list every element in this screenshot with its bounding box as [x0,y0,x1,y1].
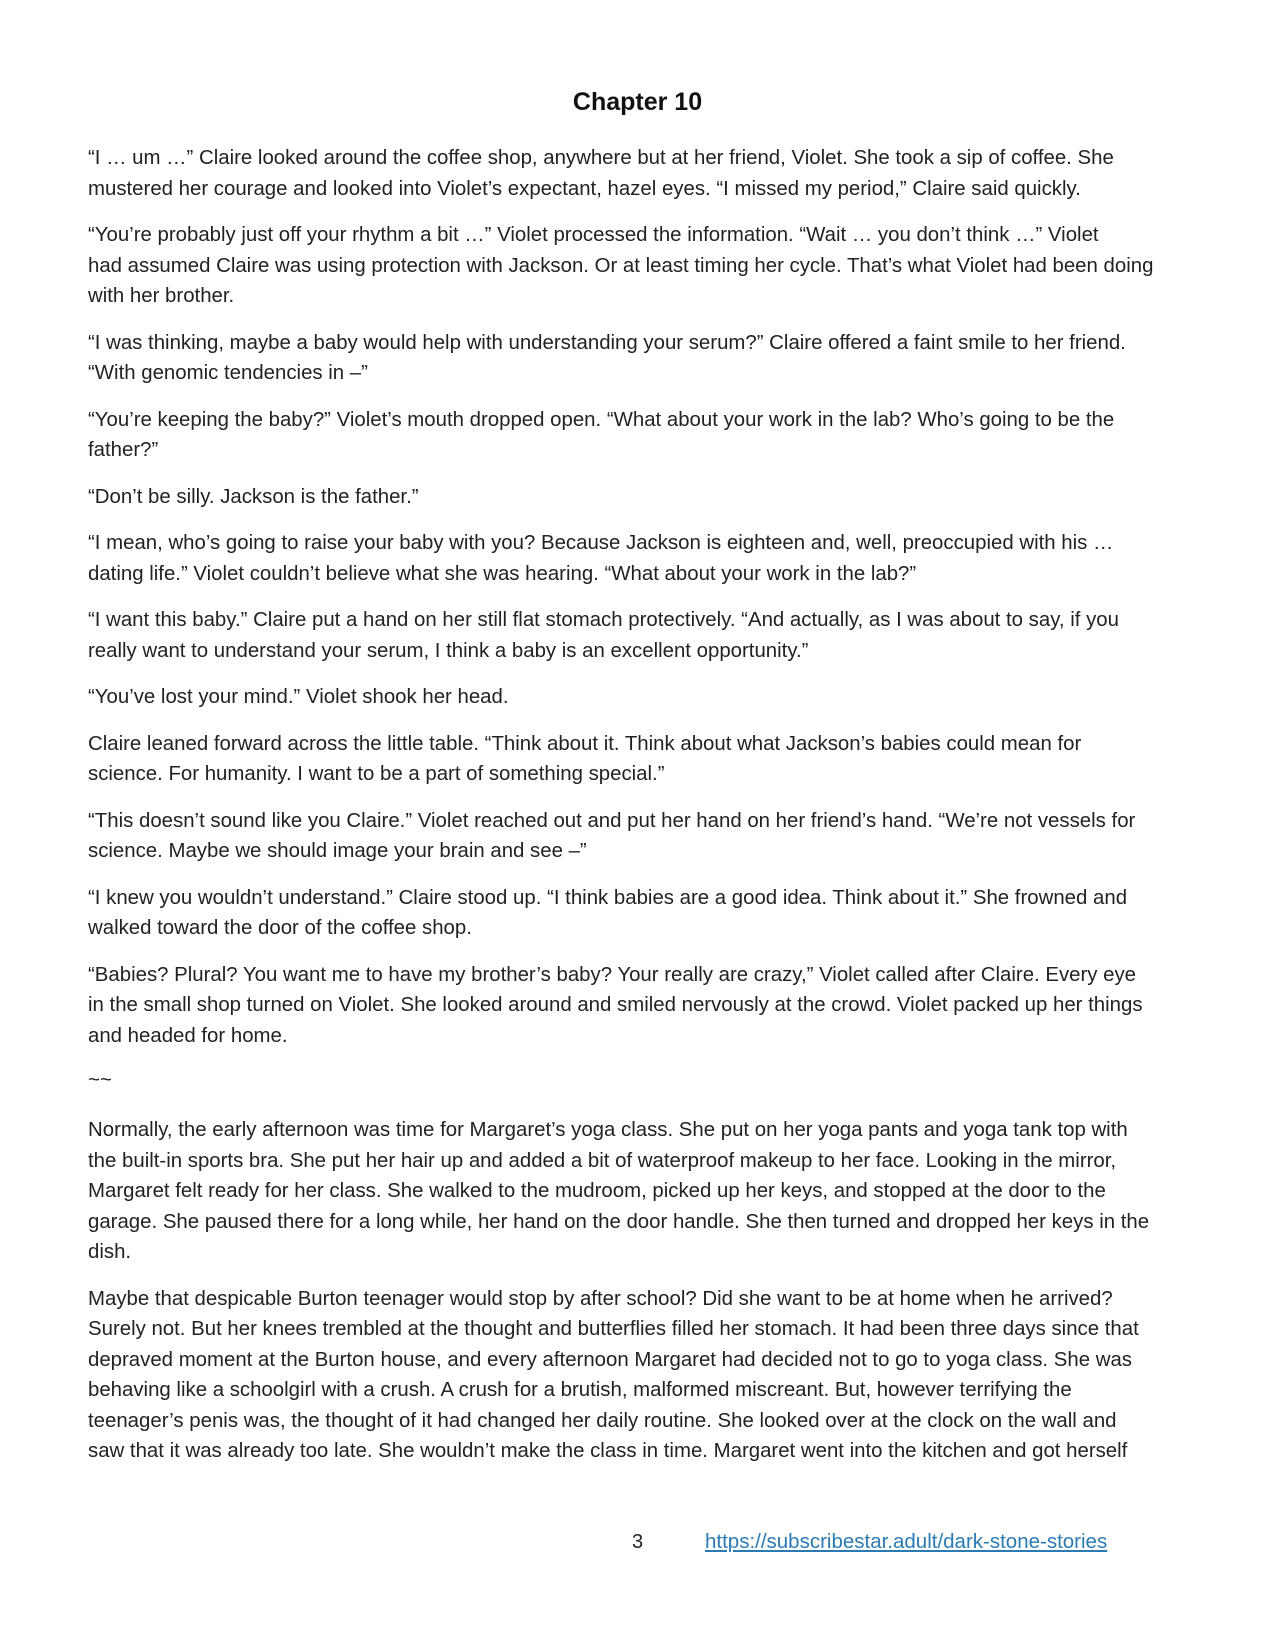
scene-separator: ~~ [88,1069,112,1091]
paragraph: “This doesn’t sound like you Claire.” Violet reached out and put her hand on her friend’s hand. “We’re not vessels for science. Maybe we should image your brain and see –” [88,809,1136,862]
paragraph: Maybe that despicable Burton teenager would stop by after school? Did she want to be at home when he arrived? Surely not. But her knees trembled at the thought and butterflies filled her stomach. It had been three days since that depraved moment at the Burton house, and every afternoon Margaret had decided not to go to yoga class. She was behaving like a schoolgirl with a crush. A crush for a brutish, malformed miscreant. But, however terrifying the teenager’s penis was, the thought of it had changed her daily routine. She looked over at the clock on the wall and saw that it was already too late. She wouldn’t make the class in time. Margaret went into the kitchen and got herself [88,1287,1139,1462]
subscribestar-link[interactable]: https://subscribestar.adult/dark-stone-stories [705,1530,1108,1553]
paragraph: “You’re keeping the baby?” Violet’s mouth dropped open. “What about your work in the lab? Who’s going to be the father?” [88,408,1115,461]
paragraph: Claire leaned forward across the little table. “Think about it. Think about what Jackson’s babies could mean for science. For humanity. I want to be a part of something special.” [88,732,1082,785]
paragraph: “Don’t be silly. Jackson is the father.” [88,485,419,508]
paragraph: “I knew you wouldn’t understand.” Claire stood up. “I think babies are a good idea. Think about it.” She frowned and walked toward the door of the coffee shop. [88,886,1128,939]
page-footer [0,1531,1275,1563]
chapter-title: Chapter 10 [572,88,703,116]
paragraph: “You’re probably just off your rhythm a bit …” Violet processed the information. “Wait … you don’t think …” Violet had assumed Claire was using protection with Jackson. Or at least timing her cycle. That’s what Violet had been doing with her brother. [88,224,1154,307]
paragraph: “You’ve lost your mind.” Violet shook her head. [88,686,509,708]
paragraph: “I was thinking, maybe a baby would help with understanding your serum?” Claire offered a faint smile to her friend. “With genomic tendencies in –” [88,331,1126,384]
chapter-body [88,143,1186,1483]
page-number: 3 [632,1531,644,1553]
paragraph: “I … um …” Claire looked around the coffee shop, anywhere but at her friend, Violet. She took a sip of coffee. She mustered her courage and looked into Violet’s expectant, hazel eyes. “I missed my period,” Claire said quickly. [88,147,1114,200]
paragraph: Normally, the early afternoon was time for Margaret’s yoga class. She put on her yoga pants and yoga tank top with the built-in sports bra. She put her hair up and added a bit of waterproof makeup to her face. Looking in the mirror, Margaret felt ready for her class. She walked to the mudroom, picked up her keys, and stopped at the door to the garage. She paused there for a long while, her hand on the door handle. She then turned and dropped her keys in the dish. [88,1119,1150,1263]
paragraph: “I want this baby.” Claire put a hand on her still flat stomach protectively. “And actually, as I was about to say, if you really want to understand your serum, I think a baby is an excellent opportunity.” [88,609,1119,662]
paragraph: “I mean, who’s going to raise your baby with you? Because Jackson is eighteen and, well, preoccupied with his … dating life.” Violet couldn’t believe what she was hearing. “What about your work in the lab?” [88,532,1114,585]
paragraph: “Babies? Plural? You want me to have my brother’s baby? Your really are crazy,” Violet called after Claire. Every eye in the small shop turned on Violet. She looked around and smiled nervously at the crowd. Violet packed up her things and headed for home. [88,963,1143,1047]
